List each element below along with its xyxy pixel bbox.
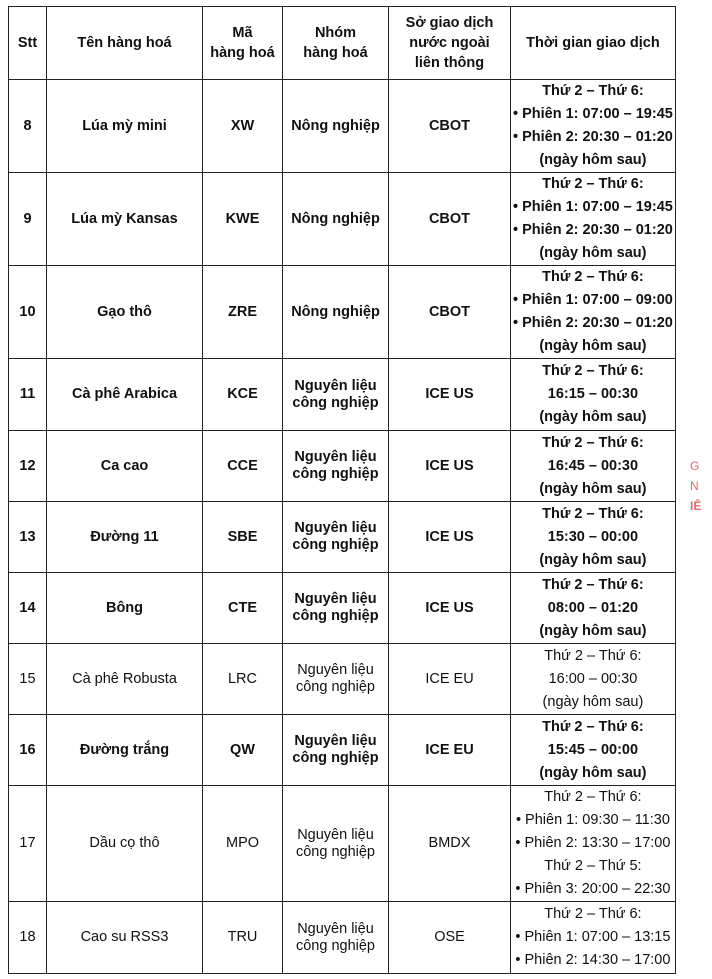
table-row — [9, 786, 676, 902]
cell-exchange: ICE US — [389, 573, 511, 644]
cell-exchange: OSE — [389, 902, 511, 974]
header-group: Nhóm hàng hoá — [283, 7, 389, 80]
cell-time: Thứ 2 – Thứ 6: 16:45 – 00:30 (ngày hôm sau) — [511, 431, 676, 502]
red-seal-stamp-fragment — [690, 408, 712, 558]
commodity-trading-table — [8, 6, 676, 974]
cell-stt: 10 — [9, 266, 47, 359]
cell-code: MPO — [203, 786, 283, 902]
cell-exchange: ICE US — [389, 502, 511, 573]
cell-name: Lúa mỳ mini — [47, 80, 203, 173]
cell-name: Cà phê Robusta — [47, 644, 203, 715]
cell-group: Nguyên liệu công nghiệp — [283, 359, 389, 431]
table-row — [9, 359, 676, 431]
header-name: Tên hàng hoá — [47, 7, 203, 80]
cell-name: Lúa mỳ Kansas — [47, 173, 203, 266]
cell-exchange: CBOT — [389, 266, 511, 359]
cell-code: CCE — [203, 431, 283, 502]
cell-code: LRC — [203, 644, 283, 715]
cell-stt: 17 — [9, 786, 47, 902]
cell-exchange: CBOT — [389, 80, 511, 173]
cell-name: Dầu cọ thô — [47, 786, 203, 902]
cell-exchange: BMDX — [389, 786, 511, 902]
header-stt: Stt — [9, 7, 47, 80]
cell-group: Nguyên liệu công nghiệp — [283, 573, 389, 644]
cell-exchange: ICE US — [389, 431, 511, 502]
cell-group: Nguyên liệu công nghiệp — [283, 786, 389, 902]
table-row — [9, 573, 676, 644]
stamp-text-1: G — [690, 459, 700, 473]
table-row — [9, 715, 676, 786]
cell-stt: 13 — [9, 502, 47, 573]
cell-time: Thứ 2 – Thứ 6: 16:15 – 00:30 (ngày hôm sau) — [511, 359, 676, 431]
cell-exchange: ICE US — [389, 359, 511, 431]
table-row — [9, 431, 676, 502]
cell-code: ZRE — [203, 266, 283, 359]
cell-stt: 18 — [9, 902, 47, 974]
cell-time: Thứ 2 – Thứ 6: • Phiên 1: 07:00 – 09:00 • Phiên 2: 20:30 – 01:20 (ngày hôm sau) — [511, 266, 676, 359]
cell-stt: 11 — [9, 359, 47, 431]
table-header-row — [9, 7, 676, 80]
cell-group: Nguyên liệu công nghiệp — [283, 431, 389, 502]
cell-group: Nguyên liệu công nghiệp — [283, 715, 389, 786]
header-code: Mã hàng hoá — [203, 7, 283, 80]
cell-exchange: ICE EU — [389, 644, 511, 715]
cell-code: KCE — [203, 359, 283, 431]
cell-time: Thứ 2 – Thứ 6: 15:45 – 00:00 (ngày hôm sau) — [511, 715, 676, 786]
table-row — [9, 902, 676, 974]
cell-group: Nông nghiệp — [283, 266, 389, 359]
cell-name: Cao su RSS3 — [47, 902, 203, 974]
cell-time: Thứ 2 – Thứ 6: • Phiên 1: 07:00 – 13:15 • Phiên 2: 14:30 – 17:00 — [511, 902, 676, 974]
table-row — [9, 173, 676, 266]
cell-group: Nguyên liệu công nghiệp — [283, 502, 389, 573]
cell-name: Gạo thô — [47, 266, 203, 359]
cell-name: Bông — [47, 573, 203, 644]
cell-group: Nông nghiệp — [283, 80, 389, 173]
cell-code: KWE — [203, 173, 283, 266]
table-row — [9, 80, 676, 173]
cell-name: Ca cao — [47, 431, 203, 502]
table-row — [9, 644, 676, 715]
table-row — [9, 266, 676, 359]
table-row — [9, 502, 676, 573]
cell-time: Thứ 2 – Thứ 6: 16:00 – 00:30 (ngày hôm sau) — [511, 644, 676, 715]
cell-stt: 9 — [9, 173, 47, 266]
cell-name: Đường trắng — [47, 715, 203, 786]
cell-code: SBE — [203, 502, 283, 573]
cell-time: Thứ 2 – Thứ 6: 08:00 – 01:20 (ngày hôm sau) — [511, 573, 676, 644]
cell-stt: 14 — [9, 573, 47, 644]
cell-time: Thứ 2 – Thứ 6: • Phiên 1: 07:00 – 19:45 • Phiên 2: 20:30 – 01:20 (ngày hôm sau) — [511, 80, 676, 173]
cell-stt: 15 — [9, 644, 47, 715]
header-exchange: Sở giao dịch nước ngoài liên thông — [389, 7, 511, 80]
cell-stt: 16 — [9, 715, 47, 786]
cell-time: Thứ 2 – Thứ 6: • Phiên 1: 09:30 – 11:30 • Phiên 2: 13:30 – 17:00 Thứ 2 – Thứ 5: • Phiên 3: 20:00 – 22:30 — [511, 786, 676, 902]
cell-time: Thứ 2 – Thứ 6: • Phiên 1: 07:00 – 19:45 • Phiên 2: 20:30 – 01:20 (ngày hôm sau) — [511, 173, 676, 266]
cell-stt: 12 — [9, 431, 47, 502]
cell-group: Nguyên liệu công nghiệp — [283, 644, 389, 715]
cell-name: Đường 11 — [47, 502, 203, 573]
cell-exchange: ICE EU — [389, 715, 511, 786]
cell-exchange: CBOT — [389, 173, 511, 266]
cell-name: Cà phê Arabica — [47, 359, 203, 431]
cell-group: Nguyên liệu công nghiệp — [283, 902, 389, 974]
cell-code: CTE — [203, 573, 283, 644]
header-trading-time: Thời gian giao dịch — [511, 7, 676, 80]
cell-stt: 8 — [9, 80, 47, 173]
cell-code: TRU — [203, 902, 283, 974]
cell-group: Nông nghiệp — [283, 173, 389, 266]
cell-time: Thứ 2 – Thứ 6: 15:30 – 00:00 (ngày hôm sau) — [511, 502, 676, 573]
stamp-text-3: IÊ — [690, 499, 702, 513]
stamp-text-2: N — [690, 479, 699, 493]
cell-code: XW — [203, 80, 283, 173]
cell-code: QW — [203, 715, 283, 786]
